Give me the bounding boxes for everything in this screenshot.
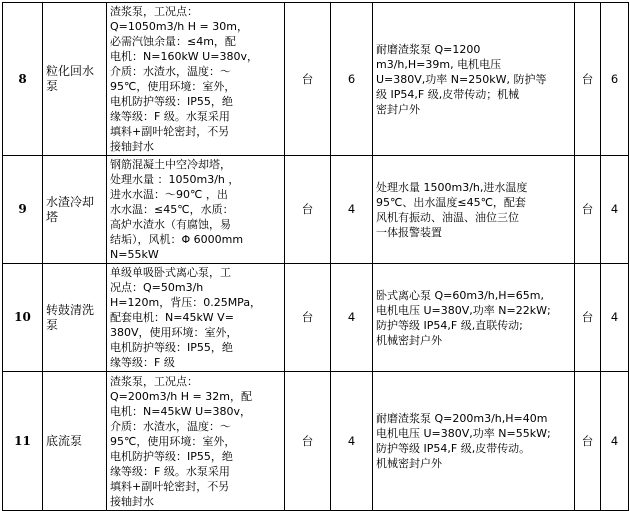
offer-quantity-cell: 4 [601,264,629,372]
spec-line: 进水水温：～90℃ ，出 [110,188,228,201]
offer-unit-cell: 台 [575,264,601,372]
offer-line: 级 IP54,F 级,皮带传动；机械 [376,87,520,101]
required-spec [107,264,285,372]
offered-spec [373,156,575,264]
spec-line: 缘等级：F 级。水泵采用 [110,110,230,123]
table-row [3,372,629,511]
spec-line: 电机防护等级：IP55，绝 [110,449,233,463]
spec-line: 缘等级：F 级 [110,356,175,369]
equipment-name: 粒化回水泵 [43,3,107,156]
offer-line: 耐磨渣浆泵 Q=200m3/h,H=40m [376,412,548,425]
offer-unit-cell: 台 [575,372,601,511]
spec-line: N=55kW [110,248,159,261]
spec-line: 电机防护等级：IP55，绝 [110,95,233,108]
offer-line: 处理水量 1500m3/h,进水温度 [376,180,528,194]
spec-line: 接轴封水 [110,494,154,508]
unit-cell: 台 [285,156,331,264]
offer-line: 防护等级 IP54,F 级,皮带传动。 [376,442,531,455]
offer-line: 耐磨渣浆泵 Q=1200 [376,42,481,56]
spec-line: 渣浆泵，工况点： [110,5,198,18]
offer-line: 风机有振动、油温、油位三位 [376,210,519,224]
quantity-cell: 4 [331,264,373,372]
spec-line: 水水温：≤45℃，水质： [110,203,234,216]
spec-line: 填料+副叶轮密封，不另 [110,125,230,138]
offer-line: 密封户外 [376,102,420,116]
offer-line: 机械密封户外 [376,457,442,470]
spec-line: 单级单吸卧式离心泵，工 [110,266,231,279]
unit-cell: 台 [285,264,331,372]
table-row [3,264,629,372]
row-number: 8 [3,3,43,156]
offer-unit-cell: 台 [575,156,601,264]
offer-line: 电机电压 U=380V,功率 N=22kW; [376,303,551,317]
equipment-name: 底流泵 [43,372,107,511]
required-spec [107,3,285,156]
required-spec [107,156,285,264]
spec-line: 必需汽蚀余量：≤4m，配 [110,35,236,48]
spec-line: 介质：水渣水，温度：～ [110,419,231,433]
row-number: 11 [3,372,43,511]
spec-line: 渣浆泵，工况点： [110,374,198,388]
offer-line: 卧式离心泵 Q=60m3/h,H=65m, [376,288,544,302]
table-body [3,3,629,511]
offered-spec [373,3,575,156]
spec-line: 电机：N=45kW U=380v， [110,404,251,418]
spec-line: Q=200m3/h H = 32m，配 [110,389,252,403]
required-spec [107,372,285,511]
spec-line: 配套电机：N=45kW V= [110,311,234,324]
offered-spec [373,372,575,511]
spec-line: 电机防护等级：IP55，绝 [110,341,233,354]
row-number: 10 [3,264,43,372]
offer-line: 一体报警装置 [376,225,442,239]
equipment-name: 水渣冷却塔 [43,156,107,264]
unit-cell: 台 [285,372,331,511]
spec-line: H=120m，背压：0.25MPa， [110,296,262,309]
spec-line: 填料+副叶轮密封，不另 [110,479,230,493]
spec-line: 95℃，使用环境：室外， [110,80,236,93]
offer-line: 95℃、出水温度≤45℃，配套 [376,195,526,209]
spec-line: 钢筋混凝土中空冷却塔， [110,158,231,171]
offer-line: U=380V,功率 N=250kW, 防护等 [376,72,547,86]
quantity-cell: 4 [331,372,373,511]
spec-line: 处理水量 ：1050m3/h ， [110,173,240,186]
equipment-spec-table [2,2,629,511]
spec-line: 结垢），风机：Φ 6000mm [110,233,244,246]
spec-line: Q=1050m3/h H = 30m， [110,20,248,33]
spec-line: 接轴封水 [110,140,154,153]
spec-line: 况点：Q=50m3/h [110,281,204,294]
quantity-cell: 6 [331,3,373,156]
offer-line: m3/h,H=39m, 电机电压 [376,57,502,71]
row-number: 9 [3,156,43,264]
offer-unit-cell: 台 [575,3,601,156]
quantity-cell: 4 [331,156,373,264]
table-row [3,3,629,156]
offer-quantity-cell: 4 [601,156,629,264]
spec-line: 95℃，使用环境：室外， [110,434,236,448]
spec-line: 介质：水渣水，温度：～ [110,65,231,78]
offer-line: 机械密封户外 [376,333,442,347]
equipment-name: 转鼓清洗泵 [43,264,107,372]
offer-line: 防护等级 IP54,F 级,直联传动; [376,318,523,332]
unit-cell: 台 [285,3,331,156]
spec-line: 高炉水渣水（有腐蚀，易 [110,218,231,231]
offer-quantity-cell: 4 [601,372,629,511]
spec-line: 缘等级：F 级。水泵采用 [110,464,230,478]
offer-line: 电机电压 U=380V,功率 N=55kW; [376,427,551,440]
table-row [3,156,629,264]
spec-line: 电机：N=160kW U=380v， [110,50,258,63]
offer-quantity-cell: 6 [601,3,629,156]
spec-line: 380V，使用环境：室外， [110,326,238,339]
offered-spec [373,264,575,372]
